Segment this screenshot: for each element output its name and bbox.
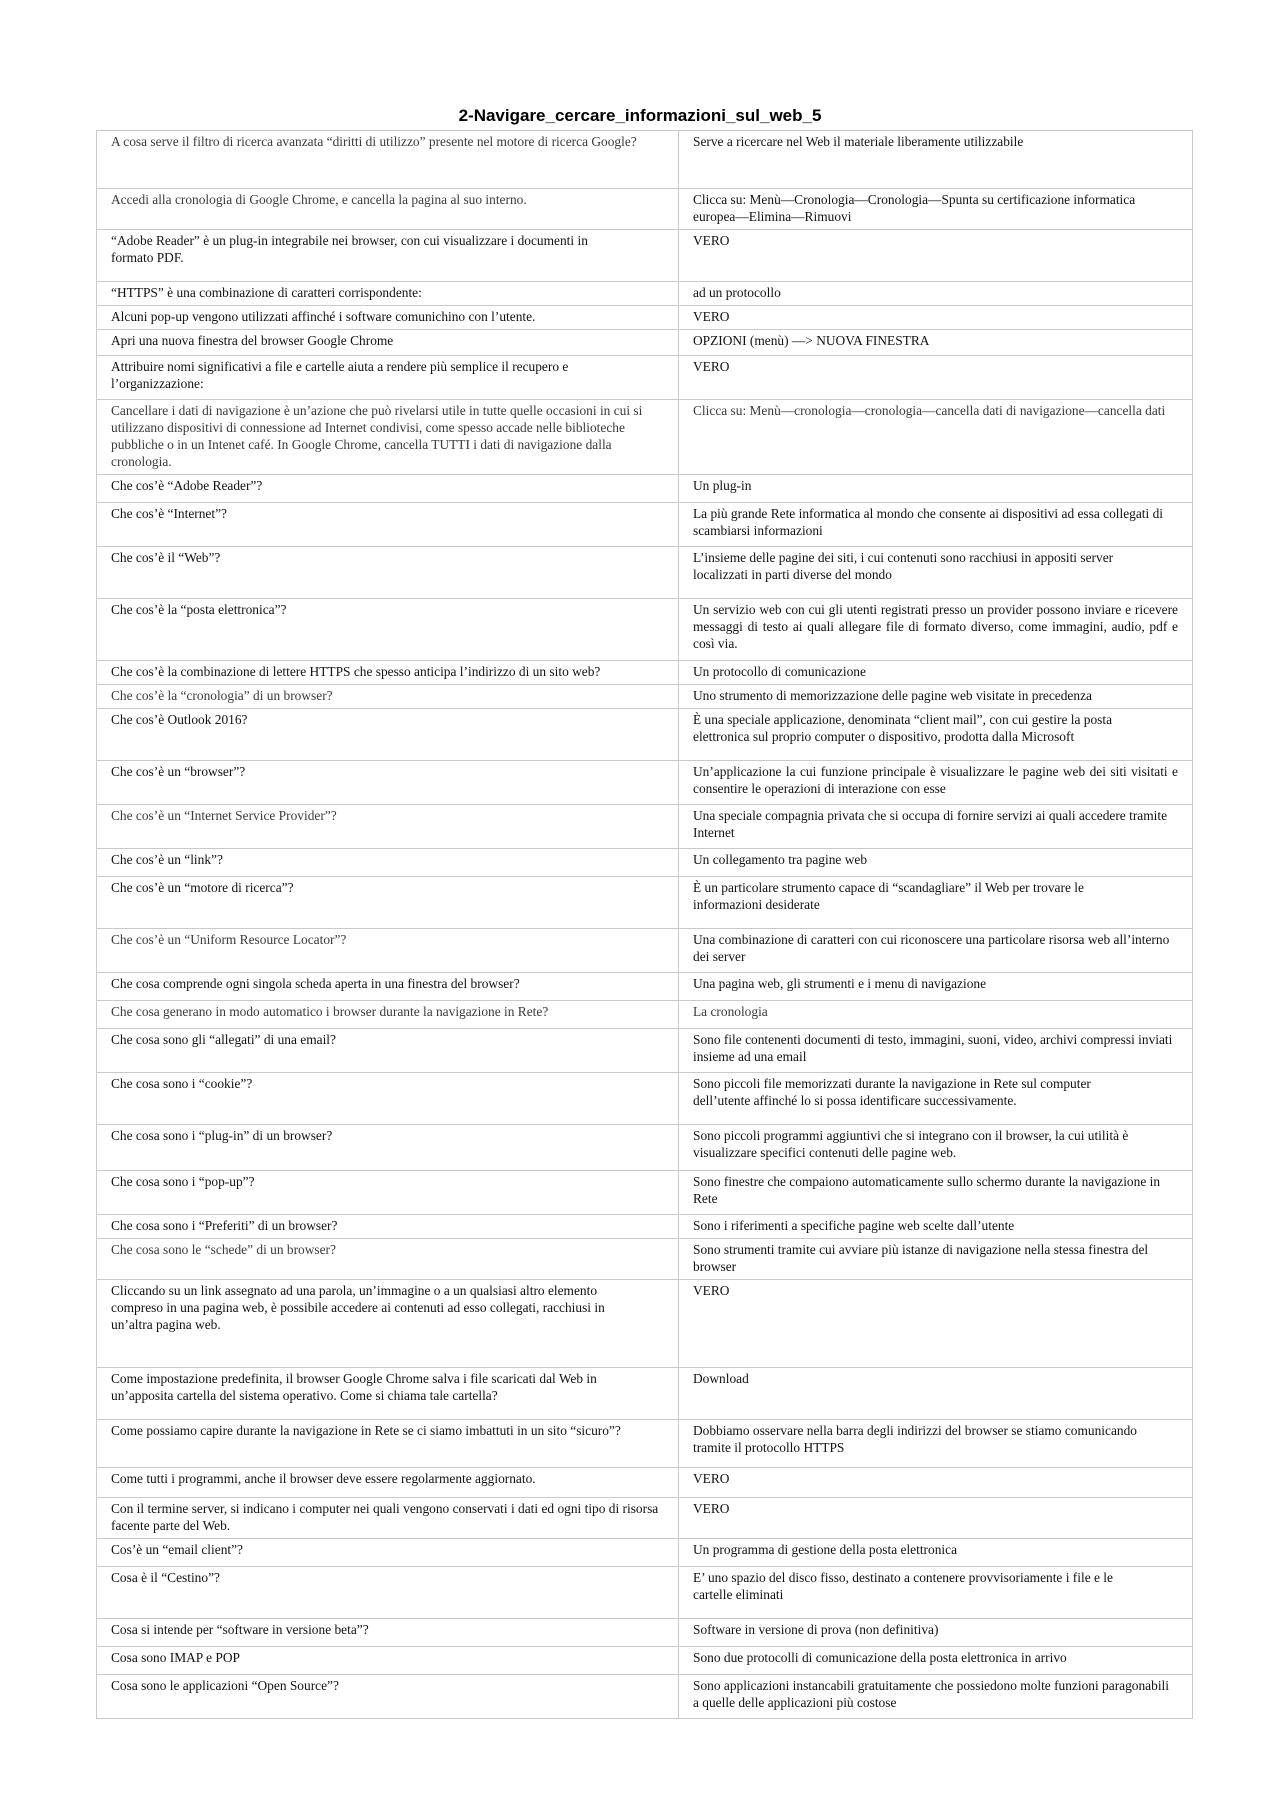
- answer-cell: Un’applicazione la cui funzione principale è visualizzare le pagine web dei siti visitati e consentire le operazioni di interazione con esse: [679, 761, 1193, 805]
- question-cell: Che cosa sono le “schede” di un browser?: [97, 1239, 679, 1280]
- answer-cell: Dobbiamo osservare nella barra degli indirizzi del browser se stiamo comunicando tramite il protocollo HTTPS: [679, 1420, 1193, 1468]
- question-cell: “Adobe Reader” è un plug-in integrabile nei browser, con cui visualizzare i documenti in formato PDF.: [97, 230, 679, 282]
- question-cell: Accedi alla cronologia di Google Chrome, e cancella la pagina al suo interno.: [97, 189, 679, 230]
- table-row: [97, 131, 1193, 189]
- question-cell: Che cos’è un “Internet Service Provider”?: [97, 805, 679, 849]
- table-row: [97, 230, 1193, 282]
- table-row: [97, 330, 1193, 356]
- answer-cell: Sono file contenenti documenti di testo, immagini, suoni, video, archivi compressi inviati insieme ad una email: [679, 1029, 1193, 1073]
- table-row: [97, 1567, 1193, 1619]
- table-row: [97, 1468, 1193, 1498]
- table-row: [97, 356, 1193, 400]
- answer-cell: È un particolare strumento capace di “scandagliare” il Web per trovare le informazioni desiderate: [679, 877, 1193, 929]
- question-cell: Cosa sono IMAP e POP: [97, 1647, 679, 1675]
- question-cell: Come tutti i programmi, anche il browser deve essere regolarmente aggiornato.: [97, 1468, 679, 1498]
- qa-table: [96, 130, 1193, 1719]
- answer-cell: OPZIONI (menù) —> NUOVA FINESTRA: [679, 330, 1193, 356]
- question-cell: Che cos’è un “browser”?: [97, 761, 679, 805]
- answer-cell: Sono piccoli programmi aggiuntivi che si integrano con il browser, la cui utilità è visualizzare specifici contenuti delle pagine web.: [679, 1125, 1193, 1171]
- question-cell: Con il termine server, si indicano i computer nei quali vengono conservati i dati ed ogni tipo di risorsa facente parte del Web.: [97, 1498, 679, 1539]
- answer-cell: Sono applicazioni instancabili gratuitamente che possiedono molte funzioni paragonabili a quelle delle applicazioni più costose: [679, 1675, 1193, 1719]
- question-cell: “HTTPS” è una combinazione di caratteri corrispondente:: [97, 282, 679, 306]
- table-row: [97, 805, 1193, 849]
- question-cell: Cosa si intende per “software in versione beta”?: [97, 1619, 679, 1647]
- table-row: [97, 189, 1193, 230]
- table-row: [97, 849, 1193, 877]
- answer-cell: Uno strumento di memorizzazione delle pagine web visitate in precedenza: [679, 685, 1193, 709]
- answer-cell: Download: [679, 1368, 1193, 1420]
- answer-cell: ad un protocollo: [679, 282, 1193, 306]
- answer-cell: Serve a ricercare nel Web il materiale liberamente utilizzabile: [679, 131, 1193, 189]
- answer-cell: VERO: [679, 230, 1193, 282]
- table-row: [97, 599, 1193, 661]
- question-cell: Alcuni pop-up vengono utilizzati affinché i software comunichino con l’utente.: [97, 306, 679, 330]
- table-row: [97, 1280, 1193, 1368]
- table-row: [97, 1498, 1193, 1539]
- question-cell: Che cos’è un “link”?: [97, 849, 679, 877]
- answer-cell: Sono due protocolli di comunicazione della posta elettronica in arrivo: [679, 1647, 1193, 1675]
- answer-cell: Un servizio web con cui gli utenti registrati presso un provider possono inviare e ricevere messaggi di testo ai quali allegare file di formato diverso, come immagini, audio, pdf e così via.: [679, 599, 1193, 661]
- question-cell: Che cosa sono i “plug-in” di un browser?: [97, 1125, 679, 1171]
- question-cell: Come possiamo capire durante la navigazione in Rete se ci siamo imbattuti in un sito “sicuro”?: [97, 1420, 679, 1468]
- question-cell: Cosa sono le applicazioni “Open Source”?: [97, 1675, 679, 1719]
- table-row: [97, 282, 1193, 306]
- table-row: [97, 877, 1193, 929]
- answer-cell: Sono finestre che compaiono automaticamente sullo schermo durante la navigazione in Rete: [679, 1171, 1193, 1215]
- table-row: [97, 1171, 1193, 1215]
- answer-cell: Una combinazione di caratteri con cui riconoscere una particolare risorsa web all’interno dei server: [679, 929, 1193, 973]
- answer-cell: VERO: [679, 306, 1193, 330]
- answer-cell: La cronologia: [679, 1001, 1193, 1029]
- answer-cell: La più grande Rete informatica al mondo che consente ai dispositivi ad essa collegati di scambiarsi informazioni: [679, 503, 1193, 547]
- question-cell: Attribuire nomi significativi a file e cartelle aiuta a rendere più semplice il recupero e l’organizzazione:: [97, 356, 679, 400]
- table-row: [97, 1619, 1193, 1647]
- document-title: 2-Navigare_cercare_informazioni_sul_web_5: [458, 106, 822, 125]
- question-cell: Che cos’è un “motore di ricerca”?: [97, 877, 679, 929]
- answer-cell: Sono piccoli file memorizzati durante la navigazione in Rete sul computer dell’utente affinché lo si possa identificare successivamente.: [679, 1073, 1193, 1125]
- question-cell: Che cos’è “Adobe Reader”?: [97, 475, 679, 503]
- answer-cell: L’insieme delle pagine dei siti, i cui contenuti sono racchiusi in appositi server localizzati in parti diverse del mondo: [679, 547, 1193, 599]
- question-cell: Apri una nuova finestra del browser Google Chrome: [97, 330, 679, 356]
- question-cell: Che cos’è “Internet”?: [97, 503, 679, 547]
- table-row: [97, 1420, 1193, 1468]
- question-cell: Che cos’è la combinazione di lettere HTTPS che spesso anticipa l’indirizzo di un sito web?: [97, 661, 679, 685]
- answer-cell: Sono i riferimenti a specifiche pagine web scelte dall’utente: [679, 1215, 1193, 1239]
- question-cell: Cliccando su un link assegnato ad una parola, un’immagine o a un qualsiasi altro elemento compreso in una pagina web, è possibile accedere ai contenuti ad esso collegati, racchiusi in un’altra pagina web.: [97, 1280, 679, 1368]
- question-cell: Che cosa comprende ogni singola scheda aperta in una finestra del browser?: [97, 973, 679, 1001]
- question-cell: Che cosa sono i “pop-up”?: [97, 1171, 679, 1215]
- question-cell: Che cos’è la “cronologia” di un browser?: [97, 685, 679, 709]
- table-row: [97, 306, 1193, 330]
- answer-cell: Un programma di gestione della posta elettronica: [679, 1539, 1193, 1567]
- question-cell: Come impostazione predefinita, il browser Google Chrome salva i file scaricati dal Web in un’apposita cartella del sistema operativo. Come si chiama tale cartella?: [97, 1368, 679, 1420]
- answer-cell: VERO: [679, 1468, 1193, 1498]
- table-row: [97, 685, 1193, 709]
- question-cell: Cancellare i dati di navigazione è un’azione che può rivelarsi utile in tutte quelle occasioni in cui si utilizzano dispositivi di connessione ad Internet condivisi, come spesso accade nelle biblioteche pubbliche o in un Intenet café. In Google Chrome, cancella TUTTI i dati di navigazione dalla cronologia.: [97, 400, 679, 475]
- table-row: [97, 503, 1193, 547]
- answer-cell: VERO: [679, 1498, 1193, 1539]
- table-row: [97, 400, 1193, 475]
- answer-cell: VERO: [679, 356, 1193, 400]
- answer-cell: Una speciale compagnia privata che si occupa di fornire servizi ai quali accedere tramite Internet: [679, 805, 1193, 849]
- answer-cell: Un plug-in: [679, 475, 1193, 503]
- answer-cell: VERO: [679, 1280, 1193, 1368]
- question-cell: A cosa serve il filtro di ricerca avanzata “diritti di utilizzo” presente nel motore di ricerca Google?: [97, 131, 679, 189]
- answer-cell: È una speciale applicazione, denominata “client mail”, con cui gestire la posta elettronica sul proprio computer o dispositivo, prodotta dalla Microsoft: [679, 709, 1193, 761]
- table-row: [97, 929, 1193, 973]
- question-cell: Che cosa sono i “Preferiti” di un browser?: [97, 1215, 679, 1239]
- table-row: [97, 1029, 1193, 1073]
- table-row: [97, 1675, 1193, 1719]
- table-row: [97, 973, 1193, 1001]
- table-row: [97, 661, 1193, 685]
- question-cell: Che cos’è la “posta elettronica”?: [97, 599, 679, 661]
- table-row: [97, 1539, 1193, 1567]
- table-row: [97, 1215, 1193, 1239]
- question-cell: Cos’è un “email client”?: [97, 1539, 679, 1567]
- table-row: [97, 1073, 1193, 1125]
- question-cell: Che cosa sono i “cookie”?: [97, 1073, 679, 1125]
- answer-cell: Clicca su: Menù—cronologia—cronologia—cancella dati di navigazione—cancella dati: [679, 400, 1193, 475]
- table-row: [97, 1125, 1193, 1171]
- table-row: [97, 761, 1193, 805]
- table-row: [97, 475, 1193, 503]
- table-row: [97, 1368, 1193, 1420]
- answer-cell: Software in versione di prova (non definitiva): [679, 1619, 1193, 1647]
- answer-cell: E’ uno spazio del disco fisso, destinato a contenere provvisoriamente i file e le cartelle eliminati: [679, 1567, 1193, 1619]
- answer-cell: Clicca su: Menù—Cronologia—Cronologia—Spunta su certificazione informatica europea—Elimina—Rimuovi: [679, 189, 1193, 230]
- question-cell: Che cosa generano in modo automatico i browser durante la navigazione in Rete?: [97, 1001, 679, 1029]
- question-cell: Cosa è il “Cestino”?: [97, 1567, 679, 1619]
- answer-cell: Sono strumenti tramite cui avviare più istanze di navigazione nella stessa finestra del browser: [679, 1239, 1193, 1280]
- table-row: [97, 547, 1193, 599]
- question-cell: Che cosa sono gli “allegati” di una email?: [97, 1029, 679, 1073]
- question-cell: Che cos’è Outlook 2016?: [97, 709, 679, 761]
- question-cell: Che cos’è il “Web”?: [97, 547, 679, 599]
- table-row: [97, 709, 1193, 761]
- table-row: [97, 1001, 1193, 1029]
- answer-cell: Una pagina web, gli strumenti e i menu di navigazione: [679, 973, 1193, 1001]
- answer-cell: Un protocollo di comunicazione: [679, 661, 1193, 685]
- question-cell: Che cos’è un “Uniform Resource Locator”?: [97, 929, 679, 973]
- table-row: [97, 1239, 1193, 1280]
- table-row: [97, 1647, 1193, 1675]
- answer-cell: Un collegamento tra pagine web: [679, 849, 1193, 877]
